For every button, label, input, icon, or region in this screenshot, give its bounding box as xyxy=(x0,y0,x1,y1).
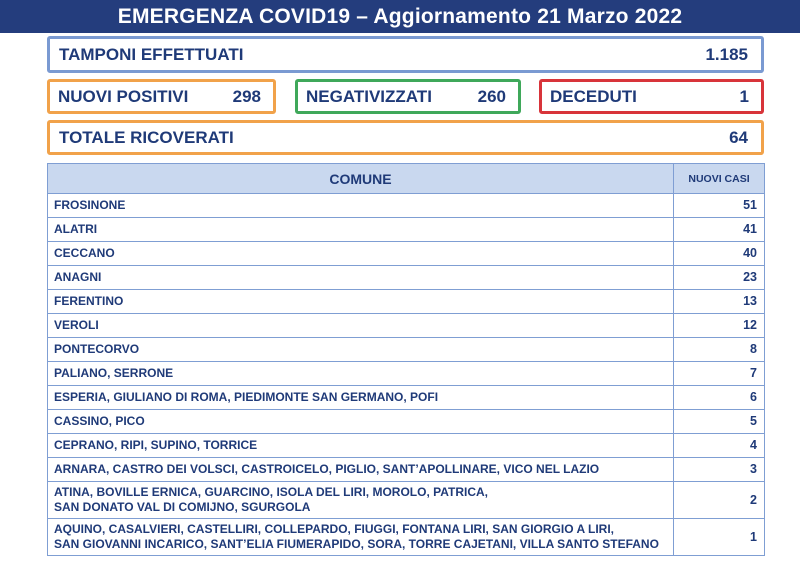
table-row xyxy=(48,386,765,410)
deceduti-label: DECEDUTI xyxy=(550,86,637,106)
comune-cell xyxy=(48,482,674,519)
comune-cell: ARNARA, CASTRO DEI VOLSCI, CASTROICELO, PIGLIO, SANT’APOLLINARE, VICO NEL LAZIO xyxy=(48,458,674,482)
tamponi-value: 1.185 xyxy=(705,44,748,64)
comune-cell-line-2: SAN GIOVANNI INCARICO, SANT’ELIA FIUMERAPIDO, SORA, TORRE CAJETANI, VILLA SANTO STEFANO xyxy=(54,537,659,551)
table-row xyxy=(48,266,765,290)
tamponi-label: TAMPONI EFFETTUATI xyxy=(59,44,244,64)
table-row xyxy=(48,410,765,434)
nuovi-positivi-box xyxy=(47,79,276,114)
comune-cell: PONTECORVO xyxy=(48,338,674,362)
table-row xyxy=(48,482,765,519)
nuovi-casi-cell: 3 xyxy=(674,458,765,482)
comune-cell-line-1: AQUINO, CASALVIERI, CASTELLIRI, COLLEPARDO, FIUGGI, FONTANA LIRI, SAN GIORGIO A LIRI, xyxy=(54,522,614,536)
totale-ricoverati-label: TOTALE RICOVERATI xyxy=(59,127,234,147)
column-header-comune: COMUNE xyxy=(48,164,674,194)
table-row xyxy=(48,218,765,242)
comune-cell: FERENTINO xyxy=(48,290,674,314)
comuni-table xyxy=(47,163,765,556)
nuovi-casi-cell: 40 xyxy=(674,242,765,266)
negativizzati-label: NEGATIVIZZATI xyxy=(306,86,432,106)
page-title: EMERGENZA COVID19 – Aggiornamento 21 Marzo 2022 xyxy=(0,0,800,33)
table-row xyxy=(48,194,765,218)
table-row xyxy=(48,458,765,482)
comune-cell: ESPERIA, GIULIANO DI ROMA, PIEDIMONTE SAN GERMANO, POFI xyxy=(48,386,674,410)
table-row xyxy=(48,362,765,386)
nuovi-casi-cell: 41 xyxy=(674,218,765,242)
negativizzati-value: 260 xyxy=(477,86,506,106)
comune-cell: VEROLI xyxy=(48,314,674,338)
comune-cell: ANAGNI xyxy=(48,266,674,290)
tamponi-box xyxy=(47,36,764,73)
nuovi-casi-cell: 7 xyxy=(674,362,765,386)
table-row xyxy=(48,338,765,362)
table-row xyxy=(48,434,765,458)
table-header-row xyxy=(48,164,765,194)
comune-cell: CASSINO, PICO xyxy=(48,410,674,434)
nuovi-casi-cell: 12 xyxy=(674,314,765,338)
nuovi-casi-cell: 2 xyxy=(674,482,765,519)
nuovi-casi-cell: 1 xyxy=(674,519,765,556)
table-row xyxy=(48,242,765,266)
comune-cell: FROSINONE xyxy=(48,194,674,218)
comune-cell: ALATRI xyxy=(48,218,674,242)
column-header-nuovi-casi: NUOVI CASI xyxy=(674,164,765,194)
nuovi-casi-cell: 6 xyxy=(674,386,765,410)
totale-ricoverati-box xyxy=(47,120,764,155)
deceduti-value: 1 xyxy=(739,86,749,106)
nuovi-casi-cell: 5 xyxy=(674,410,765,434)
nuovi-positivi-label: NUOVI POSITIVI xyxy=(58,86,189,106)
table-row xyxy=(48,519,765,556)
deceduti-box xyxy=(539,79,764,114)
comune-cell: CEPRANO, RIPI, SUPINO, TORRICE xyxy=(48,434,674,458)
nuovi-casi-cell: 4 xyxy=(674,434,765,458)
nuovi-positivi-value: 298 xyxy=(232,86,261,106)
comune-cell: PALIANO, SERRONE xyxy=(48,362,674,386)
nuovi-casi-cell: 13 xyxy=(674,290,765,314)
nuovi-casi-cell: 51 xyxy=(674,194,765,218)
nuovi-casi-cell: 8 xyxy=(674,338,765,362)
negativizzati-box xyxy=(295,79,521,114)
comune-cell xyxy=(48,519,674,556)
comune-cell: CECCANO xyxy=(48,242,674,266)
nuovi-casi-cell: 23 xyxy=(674,266,765,290)
comune-cell-line-2: SAN DONATO VAL DI COMIJNO, SGURGOLA xyxy=(54,500,311,514)
totale-ricoverati-value: 64 xyxy=(729,127,748,147)
table-row xyxy=(48,314,765,338)
table-row xyxy=(48,290,765,314)
comune-cell-line-1: ATINA, BOVILLE ERNICA, GUARCINO, ISOLA DEL LIRI, MOROLO, PATRICA, xyxy=(54,485,488,499)
